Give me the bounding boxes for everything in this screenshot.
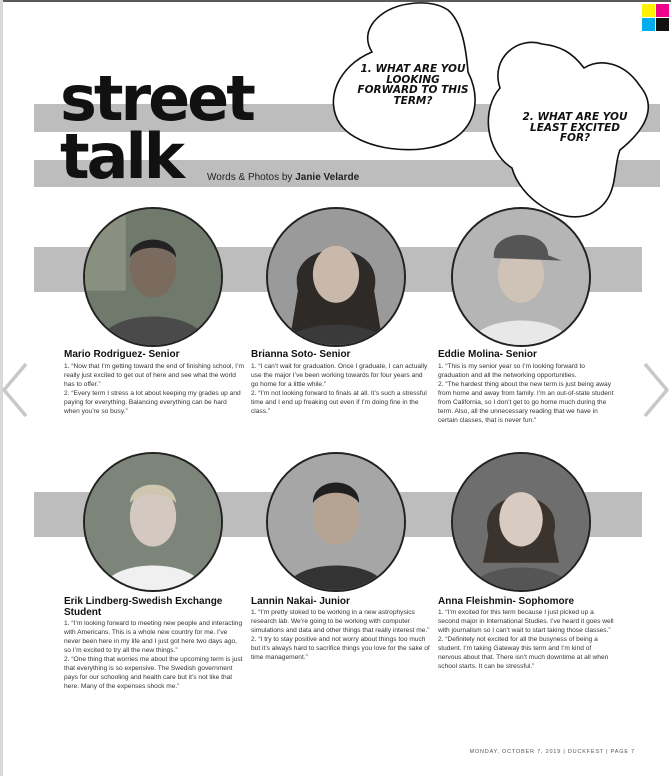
previous-page-arrow-icon[interactable] — [0, 360, 30, 420]
next-page-arrow-icon[interactable] — [641, 360, 671, 420]
answer-1: 1. “This is my senior year so I’m looking forward to graduation and all the networking opportunities. — [438, 363, 585, 379]
person-name-eddie: Eddie Molina- Senior — [438, 349, 537, 360]
portrait-anna — [451, 452, 591, 592]
answer-2: 2. “I try to stay positive and not worry about things too much but it’s always hard to sacrifice things you love for the sake of time management.” — [251, 636, 430, 661]
person-quote-mario — [64, 362, 244, 416]
answer-1: 1. “Now that I’m getting toward the end of finishing school, I’m really just excited to get out of here and see what the world has to offer.” — [64, 363, 244, 388]
answer-1: 1. “I can’t wait for graduation. Once I graduate, I can actually use the major I’ve been working towards for four years and go home for a little while.” — [251, 363, 428, 388]
answer-1: 1. “I’m pretty stoked to be working in a new astrophysics research lab. We’re going to be working with computer simulations and data and other things that really interest me.” — [251, 609, 430, 634]
answer-1: 1. “I’m looking forward to meeting new people and interacting with Americans. This is a whole new country for me. I’ve never been here in my life and I just got here two days ago, so I’m excited to try all the new things.” — [64, 620, 243, 654]
portrait-brianna — [266, 207, 406, 347]
answer-1: 1. “I’m excited for this term because I just picked up a second major in International Studies. I’ve heard it goes well with journalism so I can’t wait to start taking those classes.” — [438, 609, 614, 634]
person-name-lannin: Lannin Nakai- Junior — [251, 596, 350, 607]
person-quote-eddie — [438, 362, 616, 425]
question-1-text: 1. WHAT ARE YOU LOOKING FORWARD TO THIS TERM? — [357, 63, 469, 107]
portrait-eddie — [451, 207, 591, 347]
person-quote-anna — [438, 608, 616, 671]
page-footer: MONDAY, OCTOBER 7, 2019 | DUCKFEST | PAGE 7 — [469, 749, 635, 755]
person-name-anna: Anna Fleishmin- Sophomore — [438, 596, 575, 607]
byline-author: Janie Velarde — [295, 172, 360, 183]
byline-prefix: Words & Photos by — [207, 172, 296, 183]
answer-2: 2. “One thing that worries me about the upcoming term is just that everything is so expensive. The Swedish government pays for our schooling and health care but it’s not like that here. Many of the expenses shock me.” — [64, 656, 243, 690]
answer-2: 2. “I’m not looking forward to finals at all. It’s such a stressful time and I end up freaking out even if I’m doing fine in the class.” — [251, 390, 427, 415]
portrait-lannin — [266, 452, 406, 592]
answer-2: 2. “Every term I stress a lot about keeping my grades up and paying for everything. Balancing everything can be hard when you’re so busy.” — [64, 390, 241, 415]
portrait-mario — [83, 207, 223, 347]
answer-2: 2. “The hardest thing about the new term is just being away from home and away from family. I’m an out-of-state student from California, so I don’t get to go home much during the term. Also, all the unnecessary reading that we have in certain classes, that is never fun.” — [438, 381, 614, 424]
person-quote-erik — [64, 619, 244, 691]
person-quote-brianna — [251, 362, 431, 416]
question-2-text: 2. WHAT ARE YOU LEAST EXCITED FOR? — [522, 111, 628, 144]
person-name-erik: Erik Lindberg-Swedish Exchange Student — [64, 596, 223, 618]
person-quote-lannin — [251, 608, 431, 662]
portrait-erik — [83, 452, 223, 592]
person-name-mario: Mario Rodriguez- Senior — [64, 349, 180, 360]
page-title-street: street — [60, 62, 253, 135]
page-title-talk: talk — [60, 120, 182, 193]
person-name-brianna: Brianna Soto- Senior — [251, 349, 351, 360]
answer-2: 2. “Definitely not excited for all the busyness of being a student. I’m taking Gateway this term and I’m kind of nervous about that. There isn’t much downtime at all when school starts. It can be stressful.” — [438, 636, 609, 670]
